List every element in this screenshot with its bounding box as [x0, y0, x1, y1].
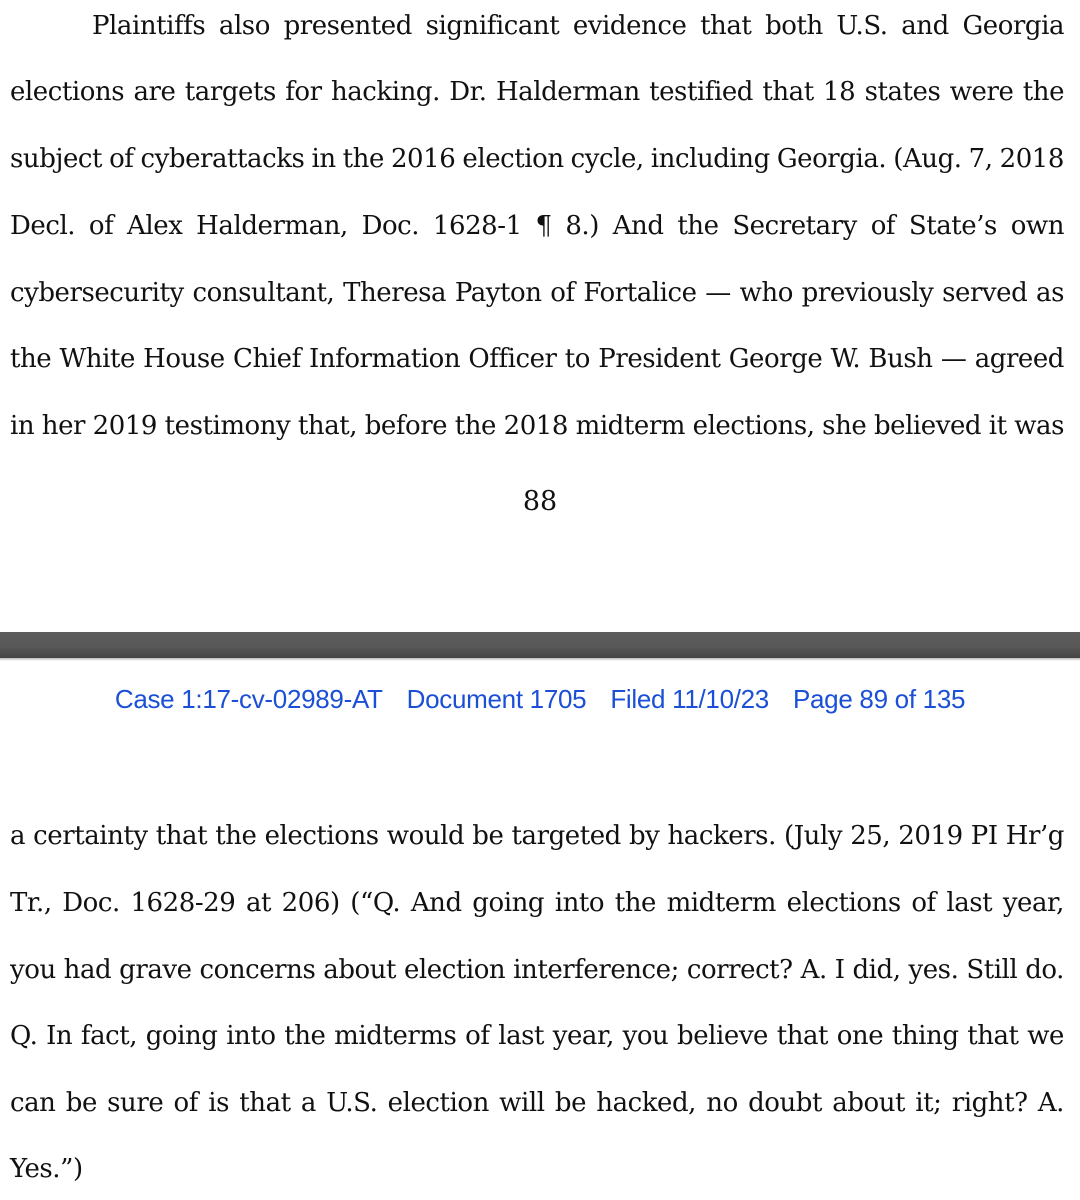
- page-number: 88: [522, 486, 558, 517]
- body-text-line: Q. In fact, going into the midterms of last year, you believe that one thing that we: [10, 1021, 1064, 1051]
- body-text-line: Plaintiffs also presented significant evidence that both U.S. and Georgia: [92, 11, 1064, 41]
- page-break-shadow: [0, 658, 1080, 661]
- case-number: Case 1:17-cv-02989-AT: [114, 684, 383, 714]
- body-text-line: in her 2019 testimony that, before the 2018 midterm elections, she believed it was: [10, 411, 1064, 441]
- body-text-line: subject of cyberattacks in the 2016 election cycle, including Georgia. (Aug. 7, 2018: [10, 144, 1064, 174]
- body-text-line: cybersecurity consultant, Theresa Payton of Fortalice — who previously served as: [10, 278, 1064, 308]
- body-text-line: elections are targets for hacking. Dr. Halderman testified that 18 states were the: [10, 77, 1064, 107]
- document-number: Document 1705: [406, 684, 587, 714]
- body-text-line: a certainty that the elections would be targeted by hackers. (July 25, 2019 PI Hr’g: [10, 821, 1064, 851]
- ecf-header-stamp: [0, 684, 1080, 714]
- body-text-line: the White House Chief Information Officer to President George W. Bush — agreed: [10, 344, 1064, 374]
- page-break-divider: [0, 632, 1080, 658]
- filed-date: Filed 11/10/23: [610, 684, 769, 714]
- body-text-line: Decl. of Alex Halderman, Doc. 1628-1 ¶ 8.) And the Secretary of State’s own: [10, 211, 1064, 241]
- body-text-line: Yes.”): [10, 1154, 83, 1184]
- page-count: Page 89 of 135: [792, 684, 966, 714]
- body-text-line: can be sure of is that a U.S. election will be hacked, no doubt about it; right? A.: [10, 1088, 1064, 1118]
- body-text-line: you had grave concerns about election interference; correct? A. I did, yes. Still do.: [10, 955, 1064, 985]
- body-text-line: Tr., Doc. 1628-29 at 206) (“Q. And going into the midterm elections of last year,: [10, 888, 1064, 918]
